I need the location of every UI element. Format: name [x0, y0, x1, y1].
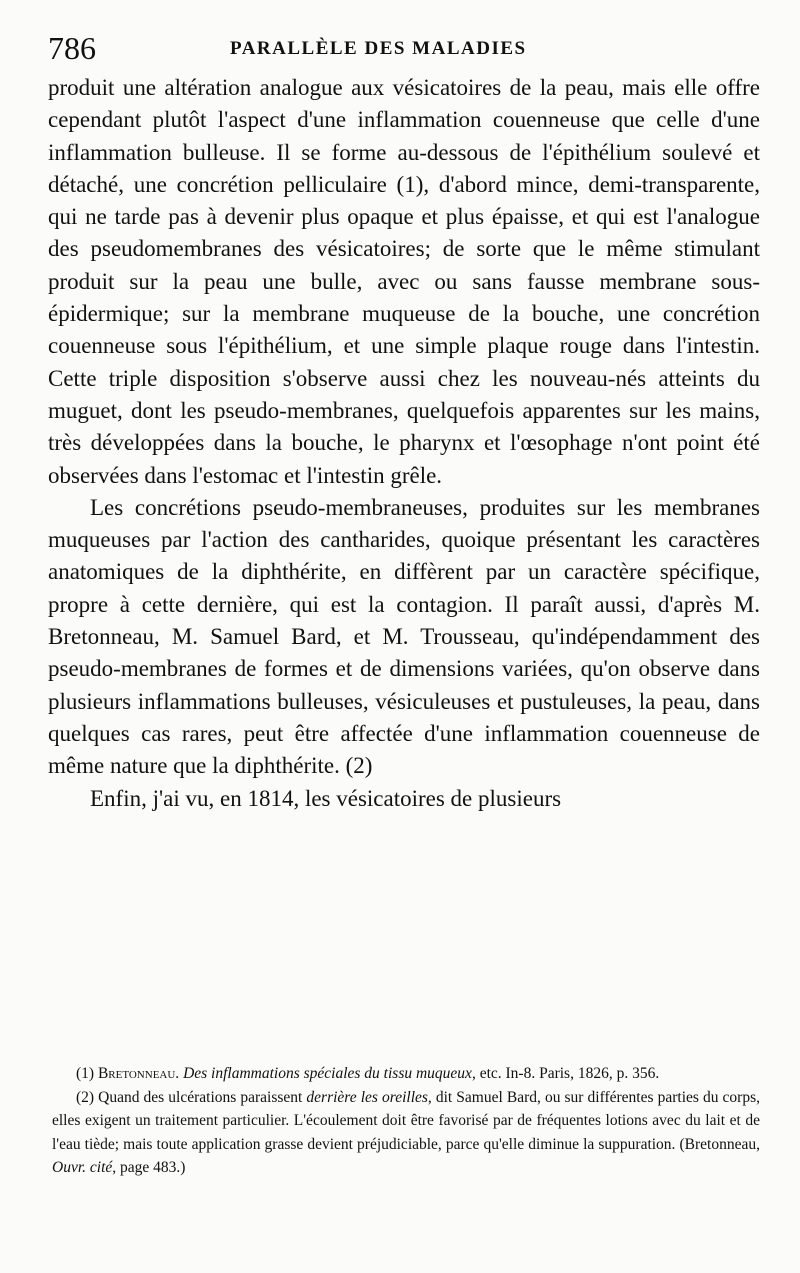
footnote-2	[52, 1086, 760, 1180]
page-number: 786	[48, 30, 96, 66]
footnote-2-italic-b: Ouvr. cité	[52, 1159, 113, 1176]
footnote-1-rest: , etc. In-8. Paris, 1826, p. 356.	[471, 1065, 660, 1082]
footnote-1-author: Bretonneau.	[97, 1065, 180, 1082]
footnotes	[52, 1062, 760, 1180]
paragraph-2: Les concrétions pseudo-membraneuses, produites sur les membranes muqueuses par l'action des cantharides, quoique présentant les caractères anatomiques de la diphthérite, en diffèrent par un caractère spécifique, propre à cette dernière, qui est la contagion. Il paraît aussi, d'après M. Bretonneau, M. Samuel Bard, et M. Trousseau, qu'indépendamment des pseudo-membranes de formes et de dimensions variées, qu'on observe dans plusieurs inflammations bulleuses, vésiculeuses et pustuleuses, la peau, dans quelques cas rares, peut être affectée d'une inflammation couenneuse de même nature que la diphthérite. (2)	[48, 494, 760, 779]
running-title: PARALLÈLE DES MALADIES	[230, 38, 527, 59]
paragraph-3: Enfin, j'ai vu, en 1814, les vésicatoires de plusieurs	[90, 785, 562, 811]
footnote-2-italic-a: derrière les oreilles	[306, 1088, 428, 1106]
main-text	[48, 72, 760, 815]
footnote-2-marker: (2)	[76, 1088, 95, 1106]
footnote-1-title: Des inflammations spéciales du tissu muqueux	[183, 1065, 472, 1082]
footnote-1-marker: (1)	[76, 1065, 95, 1082]
footnote-2-text-c: , page 483.)	[112, 1159, 186, 1176]
footnote-2-text-a: Quand des ulcérations paraissent	[98, 1088, 303, 1106]
footnote-1	[52, 1062, 760, 1086]
page-header	[48, 30, 760, 70]
footnote-2-text-b: , dit Samuel Bard, ou sur différentes parties du corps, elles exigent un traitement particulier. L'écoulement doit être favorisé par de fréquentes lotions avec du lait et de l'eau tiède; mais toute application grasse devient préjudiciable, parce qu'elle diminue la suppuration. (Bretonneau,	[52, 1088, 761, 1153]
paragraph-1: produit une altération analogue aux vésicatoires de la peau, mais elle offre cependant plutôt l'aspect d'une inflammation couenneuse que celle d'une inflammation bulleuse. Il se forme au-dessous de l'épithélium soulevé et détaché, une concrétion pelliculaire (1), d'abord mince, demi-transparente, qui ne tarde pas à devenir plus opaque et plus épaisse, et qui est l'analogue des pseudomembranes des vésicatoires; de sorte que le même stimulant produit sur la peau une bulle, avec ou sans fausse membrane sous-épidermique; sur la membrane muqueuse de la bouche, une concrétion couenneuse sous l'épithélium, et une simple plaque rouge dans l'intestin. Cette triple disposition s'observe aussi chez les nouveau-nés atteints du muguet, dont les pseudo-membranes, quelquefois apparentes sur les mains, très développées dans la bouche, le pharynx et l'œsophage n'ont point été observées dans l'estomac et l'intestin grêle.	[48, 75, 760, 488]
